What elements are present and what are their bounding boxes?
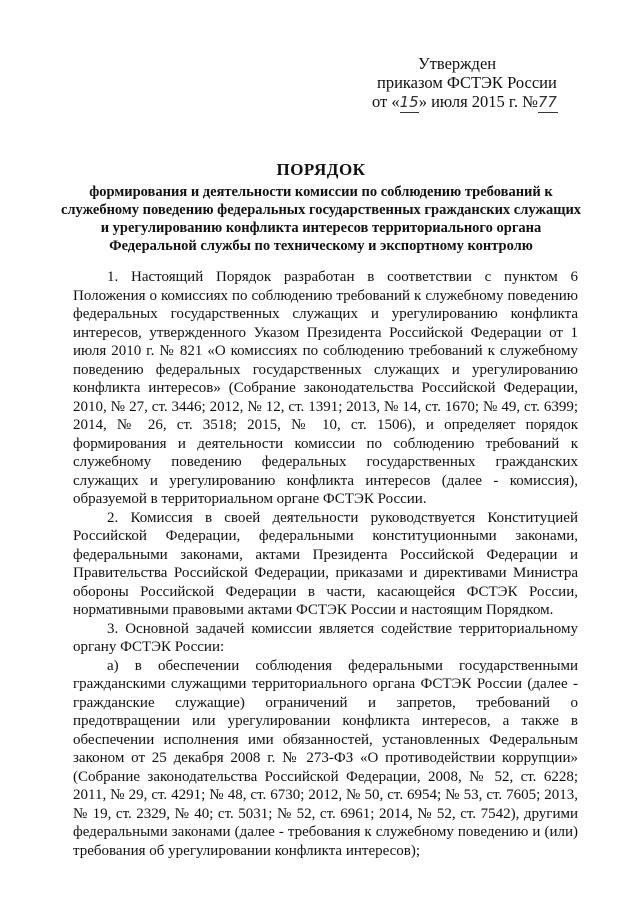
paragraph-2: 2. Комиссия в своей деятельности руководствуется Конституцией Российской Федерации, федеральными конституционными законами, федеральными законами, актами Президента Российской Федерации и Правительства Российской Федерации, приказами и директивами Министра обороны Российской Федерации в части, касающейся ФСТЭК России, нормативными правовыми актами ФСТЭК России и настоящим Порядком.: [73, 509, 578, 618]
document-body: [73, 268, 578, 860]
approval-date-mid: » июля 2015 г. №: [418, 92, 538, 111]
title-main: ПОРЯДОК: [276, 160, 366, 179]
paragraph-1: 1. Настоящий Порядок разработан в соответствии с пунктом 6 Положения о комиссиях по соблюдению требований к служебному поведению федеральных государственных служащих и урегулированию конфликта интересов, утвержденного Указом Президента Российской Федерации от 1 июля 2010 г. № 821 «О комиссиях по соблюдению требований к служебному поведению федеральных государственных служащих и урегулированию конфликта интересов» (Собрание законодательства Российской Федерации, 2010, № 27, ст. 3446; 2012, № 12, ст. 1391; 2013, № 14, ст. 1670; № 49, ст. 6399; 2014, № 26, ст. 3518; 2015, № 10, ст. 1506), и определяет порядок формирования и деятельности комиссии по соблюдению требований к служебному поведению федеральных государственных гражданских служащих и урегулированию конфликта интересов (далее - комиссия), образуемой в территориальном органе ФСТЭК России.: [73, 269, 578, 507]
handwritten-order-number: 77: [537, 93, 557, 111]
approval-line-date: [372, 92, 592, 113]
title-subtitle: формирования и деятельности комиссии по соблюдению требований к служебному поведению федеральных государственных гражданских служащих и урегулированию конфликта интересов территориального органа Федеральной службы по техническому и экспортному контролю: [60, 184, 582, 254]
approval-line-approved: Утвержден: [418, 54, 497, 73]
document-title: [60, 160, 582, 255]
approval-date-prefix: от «: [372, 92, 400, 111]
handwritten-day: 15: [399, 93, 419, 111]
paragraph-3a: а) в обеспечении соблюдения федеральными государственными гражданскими служащими территориального органа ФСТЭК России (далее - гражданские служащие) ограничений и запретов, требований о предотвращении или урегулировании конфликта интересов, а также в обеспечении исполнения ими обязанностей, установленных Федеральным законом от 25 декабря 2008 г. № 273-ФЗ «О противодействии коррупции» (Собрание законодательства Российской Федерации, 2008, № 52, ст. 6228; 2011, № 29, ст. 4291; № 48, ст. 6730; 2012, № 50, ст. 6954; № 53, ст. 7605; 2013, № 19, ст. 2329, № 40; ст. 5031; № 52, ст. 6961; 2014, № 52, ст. 7542), другими федеральными законами (далее - требования к служебному поведению и (или) требования об урегулировании конфликта интересов);: [73, 657, 578, 859]
paragraph-3: 3. Основной задачей комиссии является содействие территориальному органу ФСТЭК России:: [73, 620, 578, 655]
approval-stamp: [372, 54, 592, 113]
approval-line-order: приказом ФСТЭК России: [377, 73, 557, 92]
